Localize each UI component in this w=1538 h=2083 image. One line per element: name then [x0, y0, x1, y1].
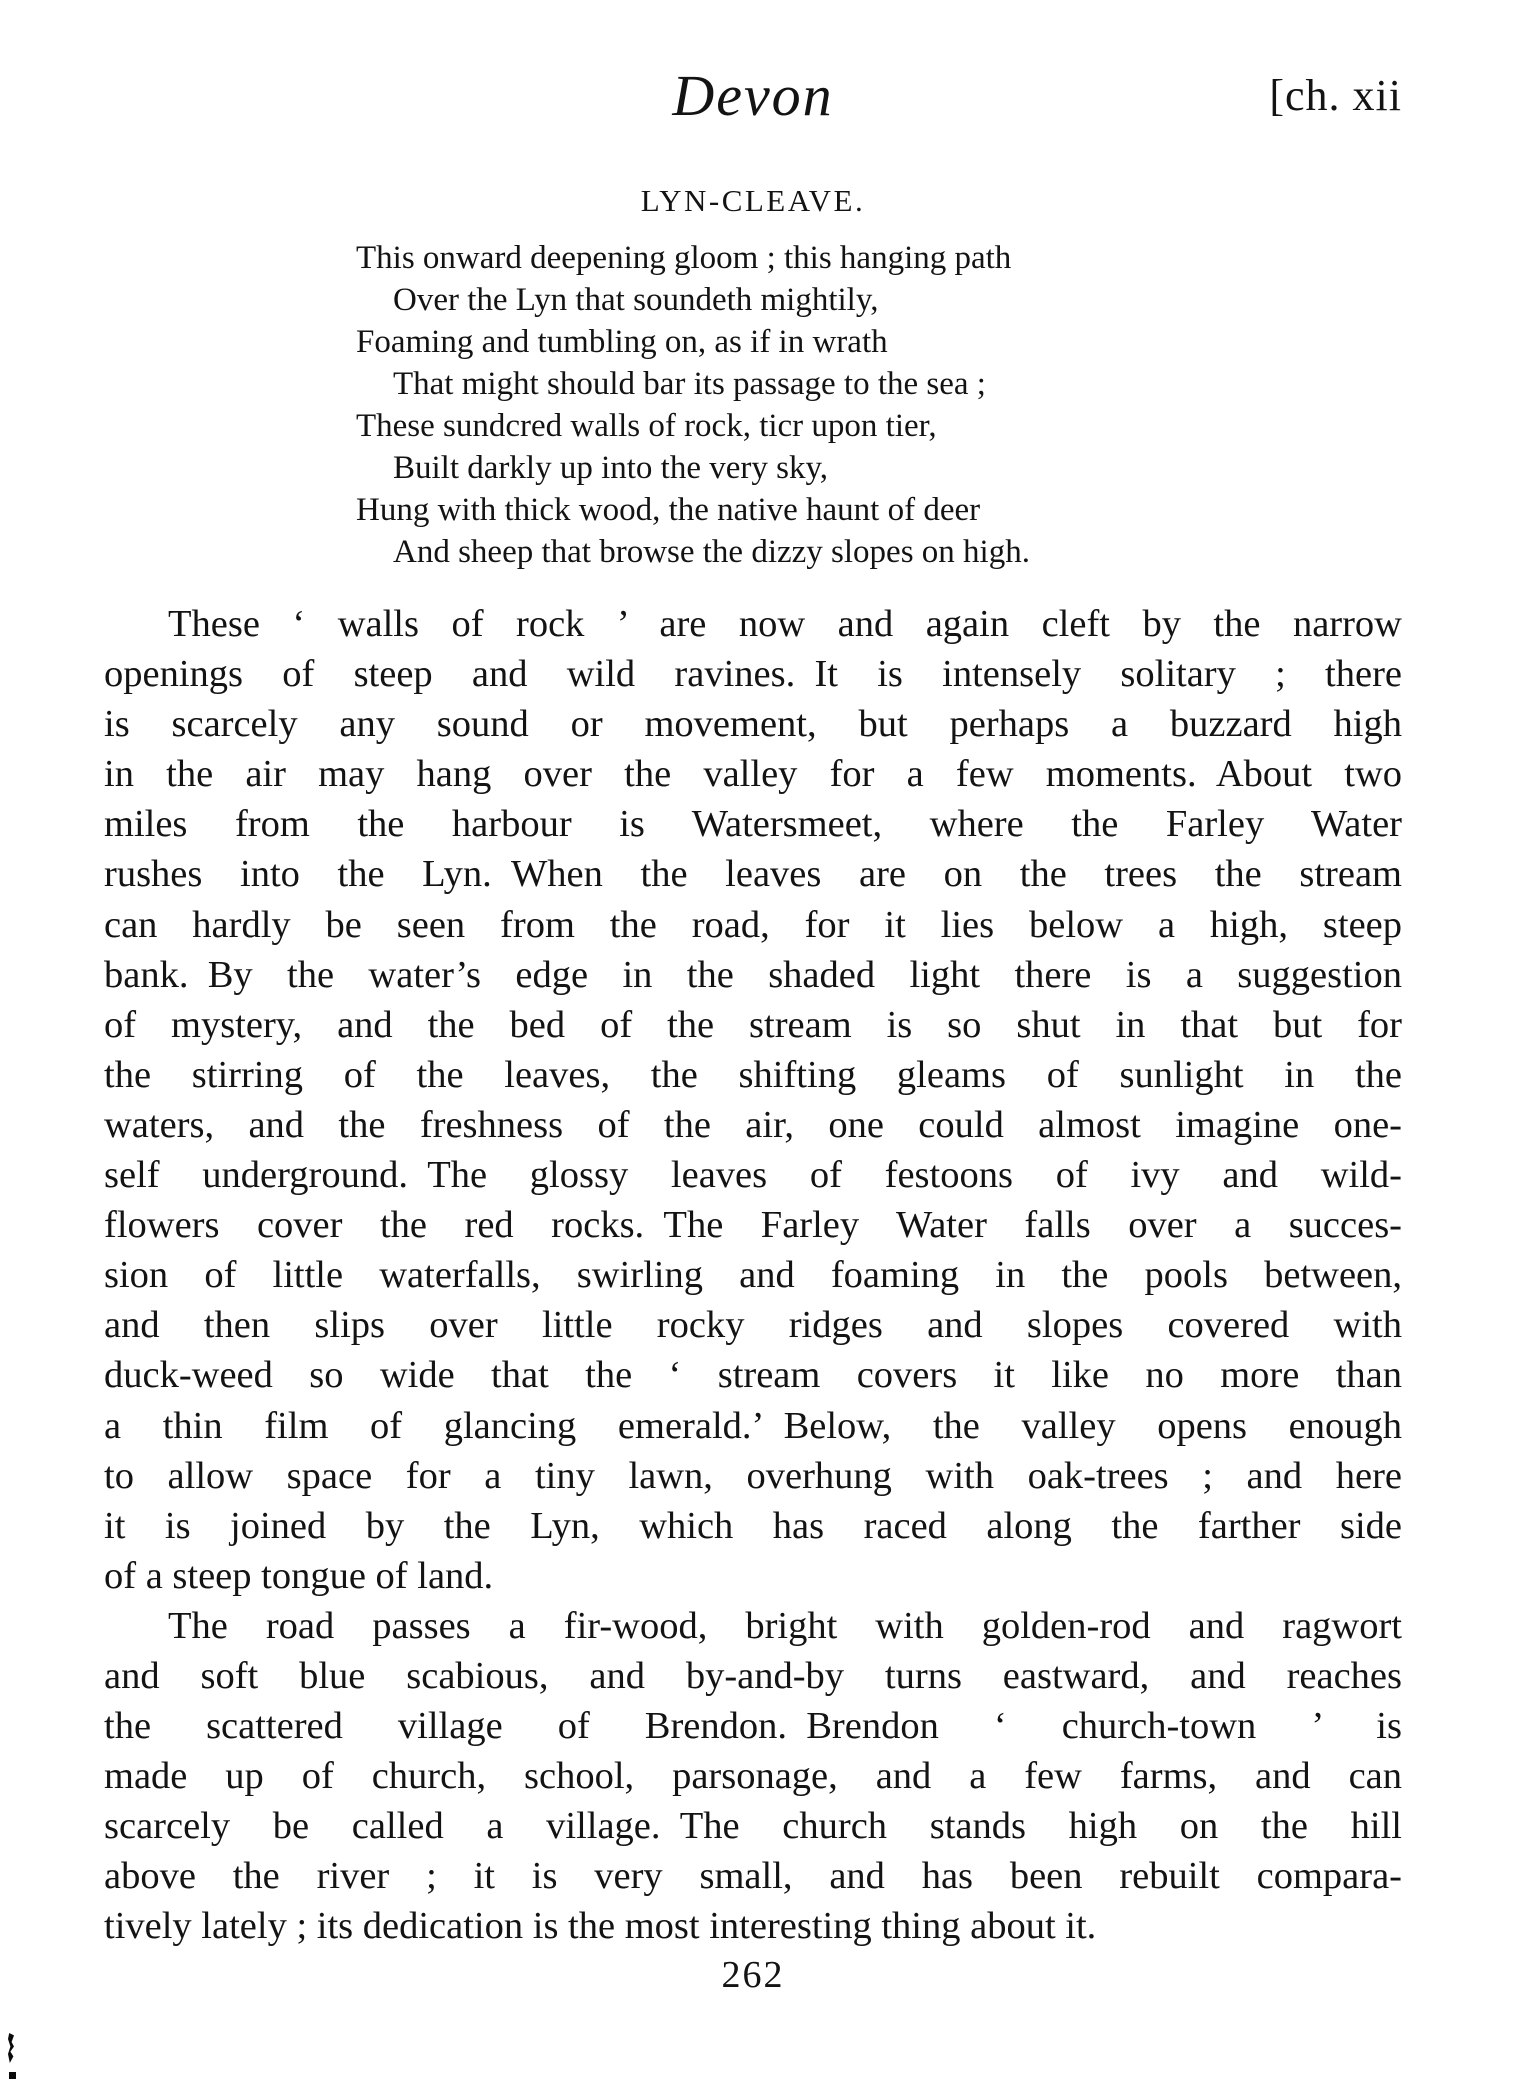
text-line: rushes into the Lyn. When the leaves are on the trees the stream [104, 853, 1402, 896]
poem-line: And sheep that browse the dizzy slopes on high. [393, 534, 1030, 570]
text-line: sion of little waterfalls, swirling and foaming in the pools between, [104, 1254, 1402, 1297]
text-line: of mystery, and the bed of the stream is so shut in that but for [104, 1003, 1402, 1046]
text-line: waters, and the freshness of the air, one could almost imagine one- [104, 1103, 1402, 1146]
text-line: The road passes a fir-wood, bright with golden-rod and ragwort [168, 1604, 1402, 1647]
text-line: above the river ; it is very small, and has been rebuilt compara- [104, 1855, 1402, 1898]
text-line: of a steep tongue of land. [104, 1554, 494, 1597]
text-line: to allow space for a tiny lawn, overhung with oak-trees ; and here [104, 1454, 1402, 1497]
ink-dot-mark [9, 2072, 16, 2079]
body-text [104, 599, 1402, 1952]
text-line: in the air may hang over the valley for a few moments. About two [104, 753, 1402, 796]
text-line: miles from the harbour is Watersmeet, where the Farley Water [104, 803, 1402, 846]
poem-line: Hung with thick wood, the native haunt of deer [356, 492, 981, 528]
text-line: and soft blue scabious, and by-and-by turns eastward, and reaches [104, 1654, 1402, 1697]
running-head [104, 62, 1402, 142]
text-line: it is joined by the Lyn, which has raced along the farther side [104, 1504, 1402, 1547]
text-line: and then slips over little rocky ridges and slopes covered with [104, 1304, 1402, 1347]
page-title: Devon [672, 63, 834, 128]
text-line: the scattered village of Brendon. Brendon ‘ church-town ’ is [104, 1705, 1402, 1748]
text-line: a thin film of glancing emerald.’ Below, the valley opens enough [104, 1404, 1402, 1447]
text-line: openings of steep and wild ravines. It is intensely solitary ; there [104, 653, 1402, 696]
text-line: self underground. The glossy leaves of festoons of ivy and wild- [104, 1154, 1402, 1197]
poem-line: Built darkly up into the very sky, [393, 450, 829, 486]
poem-line: That might should bar its passage to the sea ; [393, 366, 986, 402]
text-line: bank. By the water’s edge in the shaded light there is a suggestion [104, 953, 1402, 996]
poem-line: Foaming and tumbling on, as if in wrath [356, 324, 888, 360]
text-line: duck-weed so wide that the ‘ stream covers it like no more than [104, 1354, 1402, 1397]
ink-smudge-mark [8, 2033, 14, 2063]
text-line: tively lately ; its dedication is the most interesting thing about it. [104, 1905, 1097, 1948]
poem-line: Over the Lyn that soundeth mightily, [393, 282, 879, 318]
text-line: made up of church, school, parsonage, and a few farms, and can [104, 1755, 1402, 1798]
poem-line: These sundcred walls of rock, ticr upon tier, [356, 408, 937, 444]
text-line: can hardly be seen from the road, for it lies below a high, steep [104, 903, 1402, 946]
poem-title: LYN-CLEAVE. [640, 183, 866, 218]
text-line: These ‘ walls of rock ’ are now and again cleft by the narrow [168, 603, 1402, 645]
text-line: scarcely be called a village. The church stands high on the hill [104, 1805, 1402, 1848]
poem-line: This onward deepening gloom ; this hanging path [356, 240, 1012, 276]
paragraph [104, 599, 1402, 1601]
text-line: the stirring of the leaves, the shifting gleams of sunlight in the [104, 1053, 1402, 1096]
text-line: flowers cover the red rocks. The Farley Water falls over a succes- [104, 1204, 1402, 1247]
paragraph [104, 1601, 1402, 1952]
text-line: is scarcely any sound or movement, but perhaps a buzzard high [104, 703, 1402, 746]
page-number: 262 [721, 1954, 785, 1996]
poem [356, 237, 1030, 573]
chapter-marker: [ch. xii [1269, 71, 1402, 120]
